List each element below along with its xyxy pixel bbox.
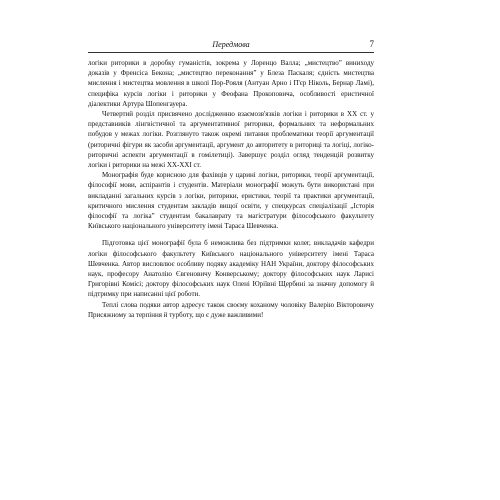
paragraph-acknowledgements: Підготовка цієї монографії була б неможлива без підтримки колег, викладачів кафедри логіки філософського факультету Київського національного університету імені Тараса Шевченка. Автор висловлює особливу подяку академіку НАН України, доктору філософських наук, професору Анатолію Євгеновичу Конверському; доктору філософських наук Ларисі Григорівні Комісі; доктору філософських наук Олені Юріївні Щербині за значну допомогу й підтримку при написанні цієї роботи. — [88, 239, 374, 299]
header-title: Передмова — [212, 40, 250, 49]
body-text — [88, 58, 374, 327]
paragraph-continued: логіки риторики в доробку гуманістів, зокрема у Лоренцо Валла; „мистецтво” виниходу доказів у Френсіса Бекона; „мистецтво переконання” у Блеза Паскаля; єдність мистецтва мислення і мистецтва мовлення в школі Пор-Рояля (Антуан Арно і П'єр Ніколь, Бернар Ламі), специфіка курсів логіки і риторики у Феофана Прокоповича, особливості еристичної діалектики Артура Шопенгауера. — [88, 59, 374, 108]
running-header — [88, 40, 374, 53]
page-number: 7 — [369, 39, 374, 49]
paragraph-audience: Монографія буде корисною для фахівців у царині логіки, риторики, теорії аргументації, філософії мови, аспірантів і студентів. Матеріали монографії можуть бути використані при викладанні загальних курсів з логіки, риторики, еристики, теорії та практики аргументації, критичного мислення студентам закладів вищої освіти, у спецкурсах спеціалізації „Історія філософії та логіка” студентам бакалаврату та магістратури філософського факультету Київського національного університету імені Тараса Шевченка. — [88, 171, 374, 231]
paragraph-dedication: Теплі слова подяки автор адресує також своєму коханому чоловіку Валерію Вікторовичу Присяжному за терпіння й турботу, що є дуже важливими! — [88, 300, 374, 319]
paragraph-chapter-four: Четвертий розділ присвячено дослідженню взаємозв'язків логіки і риторики в ХХ ст. у представників лінгвістичної та аргументативної риторики, формальних та неформальних побудов у межах логіки. Розглянуто також окремі питання проблематики теорії аргументації (риторичні фігури як засоби аргументації, аргумент до авторитету в риториці та логіці, логіко-риторичні аспекти аргументації в гомілетиці). Завершує розділ огляд тенденцій розвитку логіки і риторики на межі ХХ-ХХІ ст. — [88, 110, 374, 170]
